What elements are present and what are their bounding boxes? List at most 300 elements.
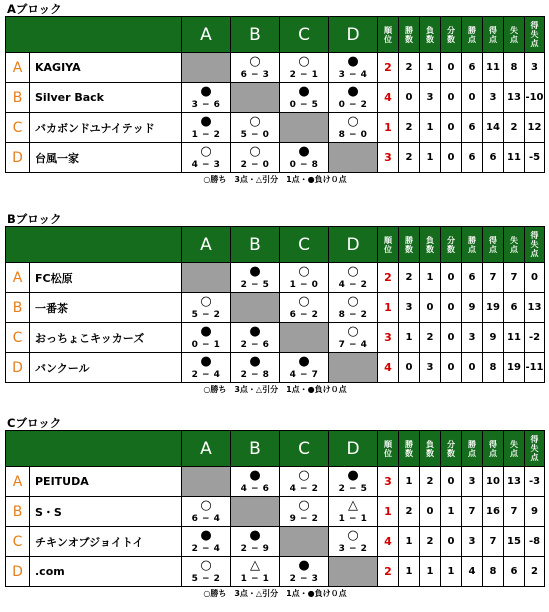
team-name: 台風一家	[30, 143, 182, 173]
stat-header	[525, 227, 545, 263]
stat-header-char: 負	[426, 25, 434, 35]
self-match-cell	[182, 467, 231, 497]
goals-for-value: 10	[483, 467, 504, 497]
stat-header-char: 失	[530, 240, 539, 249]
stat-header-char: 数	[426, 448, 434, 458]
rank-value: 4	[378, 527, 399, 557]
standings-table	[5, 430, 545, 587]
match-result-cell	[280, 353, 329, 383]
match-score: 2 − 1	[289, 70, 319, 80]
stat-header-char: 得	[489, 439, 497, 449]
team-name: チキンオブジョイトイ	[30, 527, 182, 557]
goals-against-value: 2	[504, 113, 525, 143]
block-title: Bブロック	[7, 212, 62, 226]
points-value: 0	[462, 353, 483, 383]
stat-header-char: 勝	[405, 235, 413, 245]
wins-value: 1	[399, 527, 420, 557]
header-row	[6, 227, 545, 263]
self-match-cell	[329, 353, 378, 383]
goals-for-value: 7	[483, 263, 504, 293]
stat-header-char: 得	[489, 25, 497, 35]
goals-for-value: 7	[483, 527, 504, 557]
stat-header	[378, 431, 399, 467]
match-score: 2 − 6	[240, 340, 270, 350]
match-score: 3 − 6	[191, 100, 221, 110]
stat-header-char: 数	[405, 448, 413, 458]
goals-against-value: 19	[504, 353, 525, 383]
win-circle-icon: ○	[347, 294, 359, 309]
match-result-cell	[231, 143, 280, 173]
wins-value: 3	[399, 293, 420, 323]
self-match-cell	[231, 83, 280, 113]
legend: ○勝ち 3点・△引分 1点・●負け０点	[203, 175, 347, 184]
team-name: おっちょこキッカーズ	[30, 323, 182, 353]
loss-dot-icon: ●	[249, 354, 261, 369]
self-match-cell	[231, 293, 280, 323]
header-blank	[6, 17, 182, 53]
row-letter: C	[6, 527, 30, 557]
self-match-cell	[280, 113, 329, 143]
stat-header	[420, 431, 441, 467]
goals-against-value: 8	[504, 53, 525, 83]
row-letter: B	[6, 293, 30, 323]
wins-value: 0	[399, 353, 420, 383]
team-row	[6, 53, 545, 83]
wins-value: 2	[399, 113, 420, 143]
match-result-cell	[182, 143, 231, 173]
stat-header-char: 順	[384, 25, 392, 35]
stat-header-char: 得	[530, 231, 539, 240]
team-row	[6, 557, 545, 587]
match-result-cell	[329, 293, 378, 323]
match-result-cell	[231, 323, 280, 353]
match-result-cell	[329, 497, 378, 527]
loss-dot-icon: ●	[200, 528, 212, 543]
self-match-cell	[182, 263, 231, 293]
stat-header-char: 得	[530, 21, 539, 30]
team-row	[6, 143, 545, 173]
match-result-cell	[329, 113, 378, 143]
win-circle-icon: ○	[200, 144, 212, 159]
stat-header	[441, 431, 462, 467]
wins-value: 2	[399, 53, 420, 83]
stat-header-char: 点	[489, 448, 497, 458]
goals-for-value: 19	[483, 293, 504, 323]
match-result-cell	[231, 113, 280, 143]
wins-value: 2	[399, 263, 420, 293]
stat-header-char: 得	[530, 435, 539, 444]
losses-value: 1	[420, 53, 441, 83]
match-result-cell	[182, 353, 231, 383]
goals-against-value: 11	[504, 143, 525, 173]
losses-value: 3	[420, 83, 441, 113]
losses-value: 2	[420, 323, 441, 353]
match-result-cell	[280, 53, 329, 83]
match-result-cell	[182, 113, 231, 143]
stat-header-char: 位	[384, 448, 392, 458]
win-circle-icon: ○	[347, 114, 359, 129]
stat-header-char: 点	[510, 244, 518, 254]
match-score: 6 − 2	[289, 310, 319, 320]
row-letter: B	[6, 83, 30, 113]
match-score: 2 − 9	[240, 544, 270, 554]
stat-header-char: 分	[447, 235, 455, 245]
stat-header-char: 点	[530, 249, 539, 258]
loss-dot-icon: ●	[347, 54, 359, 69]
stat-header-char: 点	[468, 448, 476, 458]
row-letter: C	[6, 113, 30, 143]
match-result-cell	[329, 53, 378, 83]
stat-header-char: 分	[447, 25, 455, 35]
points-value: 6	[462, 53, 483, 83]
stat-header	[420, 227, 441, 263]
stat-header-char: 勝	[468, 25, 476, 35]
loss-dot-icon: ●	[200, 324, 212, 339]
stat-header	[441, 227, 462, 263]
goal-difference-value: 3	[525, 53, 545, 83]
row-letter: C	[6, 323, 30, 353]
losses-value: 1	[420, 263, 441, 293]
rank-value: 3	[378, 143, 399, 173]
match-result-cell	[182, 527, 231, 557]
losses-value: 1	[420, 113, 441, 143]
goals-against-value: 7	[504, 263, 525, 293]
match-score: 2 − 5	[240, 280, 270, 290]
match-score: 1 − 1	[240, 574, 270, 584]
match-score: 3 − 4	[338, 70, 368, 80]
stat-header	[462, 431, 483, 467]
loss-dot-icon: ●	[347, 468, 359, 483]
self-match-cell	[329, 143, 378, 173]
stat-header-char: 点	[530, 39, 539, 48]
match-score: 0 − 8	[289, 160, 319, 170]
points-value: 6	[462, 143, 483, 173]
draws-value: 0	[441, 53, 462, 83]
match-result-cell	[280, 467, 329, 497]
stat-header-char: 順	[384, 235, 392, 245]
match-result-cell	[280, 83, 329, 113]
match-score: 4 − 6	[240, 484, 270, 494]
team-row	[6, 323, 545, 353]
rank-value: 1	[378, 113, 399, 143]
draws-value: 0	[441, 143, 462, 173]
win-circle-icon: ○	[298, 264, 310, 279]
goals-for-value: 8	[483, 557, 504, 587]
stat-header	[525, 17, 545, 53]
points-value: 3	[462, 323, 483, 353]
draw-triangle-icon: △	[348, 498, 358, 513]
column-header-c: C	[280, 17, 329, 53]
draws-value: 0	[441, 353, 462, 383]
column-header-a: A	[182, 227, 231, 263]
stat-header-char: 失	[530, 30, 539, 39]
rank-value: 3	[378, 467, 399, 497]
match-score: 0 − 2	[338, 100, 368, 110]
wins-value: 2	[399, 497, 420, 527]
rank-value: 2	[378, 263, 399, 293]
win-circle-icon: ○	[298, 294, 310, 309]
stat-header-char: 点	[530, 453, 539, 462]
standings-table	[5, 16, 545, 173]
losses-value: 0	[420, 293, 441, 323]
match-result-cell	[280, 293, 329, 323]
goals-against-value: 7	[504, 497, 525, 527]
match-result-cell	[231, 353, 280, 383]
stat-header	[399, 227, 420, 263]
losses-value: 1	[420, 143, 441, 173]
self-match-cell	[280, 323, 329, 353]
goal-difference-value: -3	[525, 467, 545, 497]
team-name: Silver Back	[30, 83, 182, 113]
goal-difference-value: 9	[525, 497, 545, 527]
legend: ○勝ち 3点・△引分 1点・●負け０点	[203, 385, 347, 394]
match-result-cell	[280, 497, 329, 527]
rank-value: 2	[378, 557, 399, 587]
match-result-cell	[231, 527, 280, 557]
team-row	[6, 467, 545, 497]
stat-header	[483, 17, 504, 53]
points-value: 4	[462, 557, 483, 587]
match-score: 4 − 2	[289, 484, 319, 494]
draws-value: 0	[441, 113, 462, 143]
stat-header	[441, 17, 462, 53]
column-header-d: D	[329, 227, 378, 263]
block-title: Cブロック	[7, 416, 62, 430]
goals-for-value: 16	[483, 497, 504, 527]
goals-for-value: 8	[483, 353, 504, 383]
team-name: .com	[30, 557, 182, 587]
match-result-cell	[329, 83, 378, 113]
match-score: 0 − 1	[191, 340, 221, 350]
column-header-b: B	[231, 227, 280, 263]
loss-dot-icon: ●	[249, 528, 261, 543]
stat-header	[483, 431, 504, 467]
draws-value: 0	[441, 323, 462, 353]
match-score: 2 − 3	[289, 574, 319, 584]
draws-value: 0	[441, 527, 462, 557]
win-circle-icon: ○	[249, 144, 261, 159]
match-score: 6 − 4	[191, 514, 221, 524]
goals-against-value: 13	[504, 467, 525, 497]
goal-difference-value: -10	[525, 83, 545, 113]
points-value: 9	[462, 293, 483, 323]
stat-header-char: 勝	[468, 439, 476, 449]
stat-header	[420, 17, 441, 53]
match-result-cell	[280, 143, 329, 173]
win-circle-icon: ○	[298, 498, 310, 513]
win-circle-icon: ○	[200, 498, 212, 513]
header-row	[6, 431, 545, 467]
goal-difference-value: 2	[525, 557, 545, 587]
block-2	[5, 416, 545, 600]
team-name: バカボンドユナイテッド	[30, 113, 182, 143]
stat-header	[462, 227, 483, 263]
draw-triangle-icon: △	[250, 558, 260, 573]
row-letter: A	[6, 467, 30, 497]
team-row	[6, 497, 545, 527]
goals-against-value: 15	[504, 527, 525, 557]
stat-header	[504, 17, 525, 53]
goals-for-value: 14	[483, 113, 504, 143]
match-score: 5 − 2	[191, 574, 221, 584]
match-score: 1 − 0	[289, 280, 319, 290]
goal-difference-value: -8	[525, 527, 545, 557]
rank-value: 1	[378, 293, 399, 323]
row-letter: A	[6, 263, 30, 293]
row-letter: D	[6, 557, 30, 587]
draws-value: 1	[441, 497, 462, 527]
column-header-a: A	[182, 431, 231, 467]
goal-difference-value: 12	[525, 113, 545, 143]
win-circle-icon: ○	[298, 468, 310, 483]
match-score: 4 − 2	[338, 280, 368, 290]
header-blank	[6, 227, 182, 263]
team-name: 一番茶	[30, 293, 182, 323]
team-name: S・S	[30, 497, 182, 527]
column-header-c: C	[280, 431, 329, 467]
wins-value: 2	[399, 143, 420, 173]
goal-difference-value: -2	[525, 323, 545, 353]
goals-against-value: 11	[504, 323, 525, 353]
stat-header	[399, 17, 420, 53]
loss-dot-icon: ●	[298, 144, 310, 159]
stat-header-char: 負	[426, 235, 434, 245]
stat-header-char: 数	[447, 448, 455, 458]
match-score: 2 − 5	[338, 484, 368, 494]
win-circle-icon: ○	[347, 324, 359, 339]
column-header-b: B	[231, 17, 280, 53]
stat-header-char: 勝	[405, 439, 413, 449]
match-result-cell	[280, 557, 329, 587]
header-row	[6, 17, 545, 53]
match-score: 4 − 3	[191, 160, 221, 170]
stat-header	[378, 227, 399, 263]
match-score: 2 − 4	[191, 370, 221, 380]
loss-dot-icon: ●	[298, 84, 310, 99]
stat-header-char: 勝	[468, 235, 476, 245]
loss-dot-icon: ●	[200, 114, 212, 129]
match-score: 5 − 2	[191, 310, 221, 320]
rank-value: 2	[378, 53, 399, 83]
match-score: 3 − 2	[338, 544, 368, 554]
stat-header-char: 失	[510, 235, 518, 245]
rank-value: 4	[378, 83, 399, 113]
legend: ○勝ち 3点・△引分 1点・●負け０点	[203, 589, 347, 598]
match-score: 2 − 8	[240, 370, 270, 380]
match-result-cell	[182, 323, 231, 353]
stat-header-char: 数	[426, 34, 434, 44]
points-value: 0	[462, 83, 483, 113]
match-result-cell	[182, 293, 231, 323]
match-result-cell	[182, 83, 231, 113]
loss-dot-icon: ●	[347, 84, 359, 99]
draws-value: 0	[441, 293, 462, 323]
match-score: 0 − 5	[289, 100, 319, 110]
team-row	[6, 83, 545, 113]
stat-header	[525, 431, 545, 467]
stat-header-char: 勝	[405, 25, 413, 35]
match-result-cell	[182, 497, 231, 527]
goal-difference-value: 13	[525, 293, 545, 323]
wins-value: 1	[399, 323, 420, 353]
match-result-cell	[329, 467, 378, 497]
points-value: 3	[462, 527, 483, 557]
stat-header-char: 位	[384, 34, 392, 44]
draws-value: 0	[441, 263, 462, 293]
stat-header-char: 位	[384, 244, 392, 254]
rank-value: 3	[378, 323, 399, 353]
block-0	[5, 2, 545, 186]
row-letter: D	[6, 353, 30, 383]
self-match-cell	[231, 497, 280, 527]
losses-value: 2	[420, 527, 441, 557]
match-score: 2 − 4	[191, 544, 221, 554]
team-name: FC松原	[30, 263, 182, 293]
team-row	[6, 293, 545, 323]
team-name: PEITUDA	[30, 467, 182, 497]
stat-header-char: 点	[510, 34, 518, 44]
loss-dot-icon: ●	[200, 84, 212, 99]
match-score: 6 − 3	[240, 70, 270, 80]
match-score: 8 − 0	[338, 130, 368, 140]
stat-header-char: 得	[489, 235, 497, 245]
losses-value: 1	[420, 557, 441, 587]
goals-against-value: 13	[504, 83, 525, 113]
stat-header-char: 失	[510, 25, 518, 35]
row-letter: B	[6, 497, 30, 527]
match-score: 5 − 0	[240, 130, 270, 140]
rank-value: 1	[378, 497, 399, 527]
goals-against-value: 6	[504, 557, 525, 587]
match-score: 1 − 2	[191, 130, 221, 140]
column-header-c: C	[280, 227, 329, 263]
match-result-cell	[231, 467, 280, 497]
block-1	[5, 212, 545, 396]
losses-value: 0	[420, 497, 441, 527]
win-circle-icon: ○	[200, 294, 212, 309]
goals-against-value: 6	[504, 293, 525, 323]
stat-header-char: 点	[489, 34, 497, 44]
self-match-cell	[182, 53, 231, 83]
self-match-cell	[329, 557, 378, 587]
stat-header	[399, 431, 420, 467]
team-name: バンクール	[30, 353, 182, 383]
loss-dot-icon: ●	[200, 354, 212, 369]
self-match-cell	[280, 527, 329, 557]
match-score: 1 − 1	[338, 514, 368, 524]
win-circle-icon: ○	[347, 264, 359, 279]
team-row	[6, 527, 545, 557]
team-row	[6, 263, 545, 293]
wins-value: 1	[399, 467, 420, 497]
stat-header-char: 数	[447, 34, 455, 44]
goals-for-value: 9	[483, 323, 504, 353]
match-score: 9 − 2	[289, 514, 319, 524]
win-circle-icon: ○	[249, 54, 261, 69]
wins-value: 0	[399, 83, 420, 113]
points-value: 3	[462, 467, 483, 497]
draws-value: 1	[441, 557, 462, 587]
row-letter: A	[6, 53, 30, 83]
column-header-b: B	[231, 431, 280, 467]
stat-header	[483, 227, 504, 263]
match-result-cell	[329, 527, 378, 557]
loss-dot-icon: ●	[249, 264, 261, 279]
column-header-d: D	[329, 431, 378, 467]
stat-header-char: 点	[468, 244, 476, 254]
row-letter: D	[6, 143, 30, 173]
points-value: 6	[462, 113, 483, 143]
